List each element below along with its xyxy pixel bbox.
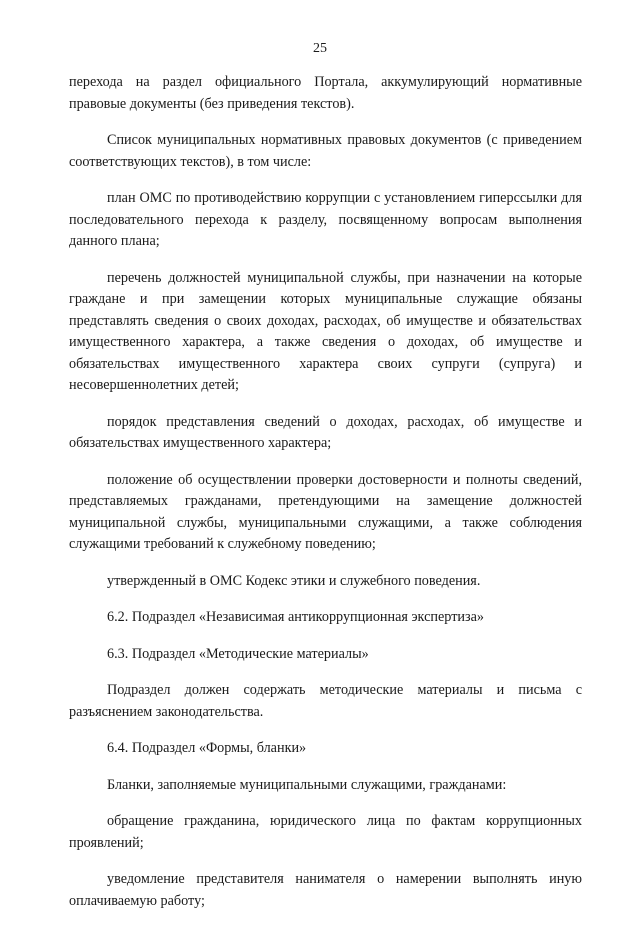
paragraph-continuation: перехода на раздел официального Портала, аккумулирующий нормативные правовые документы (без приведения текстов). xyxy=(69,74,582,112)
paragraph-citizen-appeal: обращение гражданина, юридического лица по фактам коррупционных проявлений; xyxy=(69,813,582,851)
subsection-heading-6-3: 6.3. Подраздел «Методические материалы» xyxy=(107,645,369,662)
paragraph-employer-notification: уведомление представителя нанимателя о намерении выполнять иную оплачиваемую работу; xyxy=(69,871,582,909)
document-body xyxy=(69,72,582,927)
paragraph-ethics-code: утвержденный в ОМС Кодекс этики и служебного поведения. xyxy=(107,572,481,589)
subsection-heading-6-4: 6.4. Подраздел «Формы, бланки» xyxy=(107,740,307,756)
paragraph-documents-list-intro: Список муниципальных нормативных правовых документов (с приведением соответствующих текстов), в том числе: xyxy=(69,132,582,170)
paragraph-forms-intro: Бланки, заполняемые муниципальными служащими, гражданами: xyxy=(107,776,507,793)
paragraph-reporting-procedure: порядок представления сведений о доходах, расходах, об имуществе и обязательствах имущественного характера; xyxy=(69,413,582,451)
paragraph-verification-regulation: положение об осуществлении проверки достоверности и полноты сведений, представляемых гражданами, претендующими на замещение должностей муниципальной службы, муниципальными служащими, а также соблюдения служащими требований к служебному поведению; xyxy=(69,471,582,552)
paragraph-positions-list: перечень должностей муниципальной службы, при назначении на которые граждане и при замещении которых муниципальные служащие обязаны представлять сведения о своих доходах, расходах, об имуществе и обязательствах имущественного характера, а также сведения о доходах, об имуществе и обязательствах имущественного характера своих супруги (супруга) и несовершеннолетних детей; xyxy=(69,269,582,393)
subsection-heading-6-2: 6.2. Подраздел «Независимая антикоррупционная экспертиза» xyxy=(107,609,484,625)
paragraph-methodical-materials: Подраздел должен содержать методические материалы и письма с разъяснением законодательства. xyxy=(69,682,582,720)
page-number: 25 xyxy=(313,41,327,56)
paragraph-anticorruption-plan: план ОМС по противодействию коррупции с установлением гиперссылки для последовательного перехода к разделу, посвященному вопросам выполнения данного плана; xyxy=(69,190,582,249)
